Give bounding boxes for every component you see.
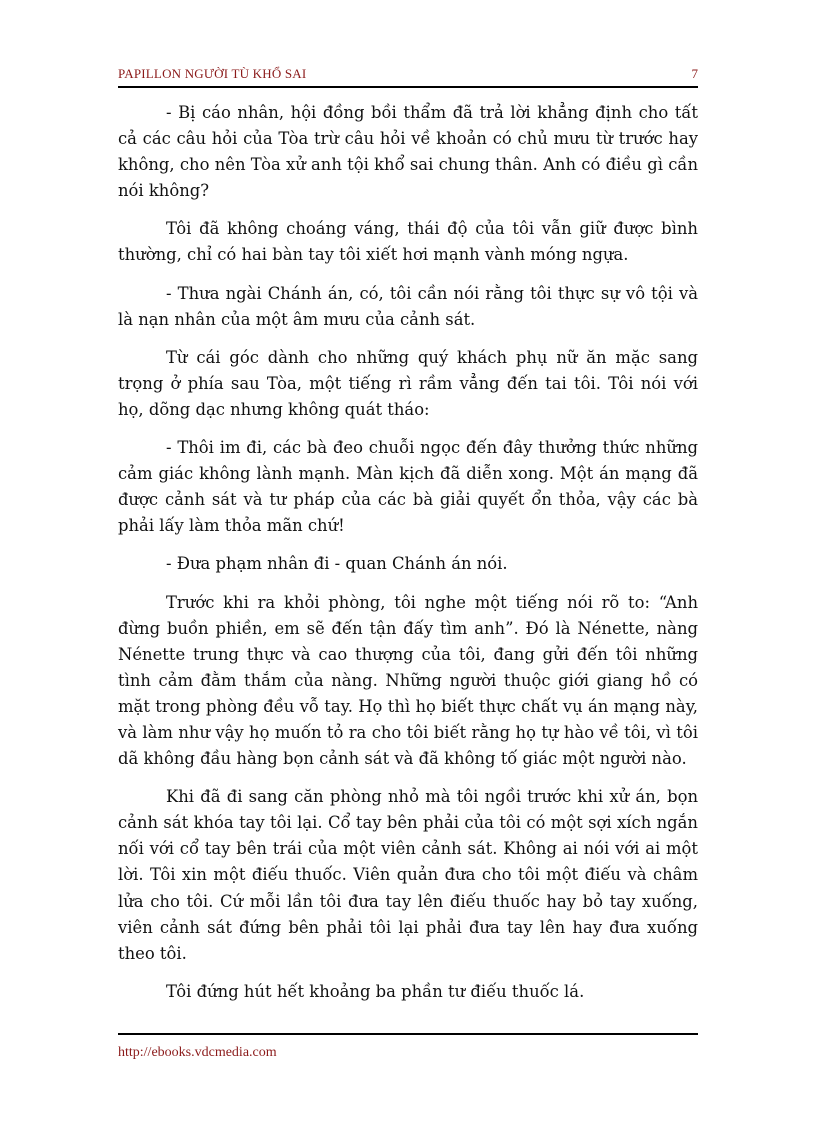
paragraph: - Đưa phạm nhân đi - quan Chánh án nói. bbox=[166, 554, 508, 574]
page-body bbox=[118, 100, 698, 1017]
paragraph: - Thưa ngài Chánh án, có, tôi cần nói rằng tôi thực sự vô tội và là nạn nhân của một âm mưu của cảnh sát. bbox=[118, 283, 698, 329]
paragraph: Khi đã đi sang căn phòng nhỏ mà tôi ngồi trước khi xử án, bọn cảnh sát khóa tay tôi lại. Cổ tay bên phải của tôi có một sợi xích ngắn nối với cổ tay bên trái của một viên cảnh sát. Không ai nói với ai một lời. Tôi xin một điếu thuốc. Viên quản đưa cho tôi một điếu và châm lửa cho tôi. Cứ mỗi lần tôi đưa tay lên điếu thuốc hay bỏ tay xuống, viên cảnh sát đứng bên phải tôi lại phải đưa tay lên hay đưa xuống theo tôi. bbox=[118, 787, 698, 963]
paragraph: Trước khi ra khỏi phòng, tôi nghe một tiếng nói rõ to: “Anh đừng buồn phiền, em sẽ đến tận đấy tìm anh”. Đó là Nénette, nàng Nénette trung thực và cao thượng của tôi, đang gửi đến tôi những tình cảm đằm thắm của nàng. Những người thuộc giới giang hồ có mặt trong phòng đều vỗ tay. Họ thì họ biết thực chất vụ án mạng này, và làm như vậy họ muốn tỏ ra cho tôi biết rằng họ tự hào về tôi, vì tôi dã không đầu hàng bọn cảnh sát và đã không tố giác một người nào. bbox=[118, 592, 698, 769]
paragraph: - Bị cáo nhân, hội đồng bồi thẩm đã trả lời khẳng định cho tất cả các câu hỏi của Tòa trừ câu hỏi về khoản có chủ mưu từ trước hay không, cho nên Tòa xử anh tội khổ sai chung thân. Anh có điều gì cần nói không? bbox=[118, 103, 698, 201]
page-header bbox=[118, 64, 698, 88]
book-title: PAPILLON NGƯỜI TÙ KHỔ SAI bbox=[118, 66, 307, 81]
paragraph: - Thôi im đi, các bà đeo chuỗi ngọc đến đây thưởng thức những cảm giác không lành mạnh. Màn kịch đã diễn xong. Một án mạng đã được cảnh sát và tư pháp của các bà giải quyết ổn thỏa, vậy các bà phải lấy làm thỏa mãn chứ! bbox=[118, 438, 698, 536]
paragraph: Tôi đứng hút hết khoảng ba phần tư điếu thuốc lá. bbox=[166, 981, 585, 1001]
footer-link[interactable]: http://ebooks.vdcmedia.com bbox=[118, 1045, 277, 1060]
page-number: 7 bbox=[691, 66, 698, 81]
footer-divider bbox=[118, 1033, 698, 1035]
paragraph: Từ cái góc dành cho những quý khách phụ nữ ăn mặc sang trọng ở phía sau Tòa, một tiếng rì rầm vẳng đến tai tôi. Tôi nói với họ, dõng dạc nhưng không quát tháo: bbox=[118, 347, 698, 419]
paragraph: Tôi đã không choáng váng, thái độ của tôi vẫn giữ được bình thường, chỉ có hai bàn tay tôi xiết hơi mạnh vành móng ngựa. bbox=[118, 219, 698, 265]
